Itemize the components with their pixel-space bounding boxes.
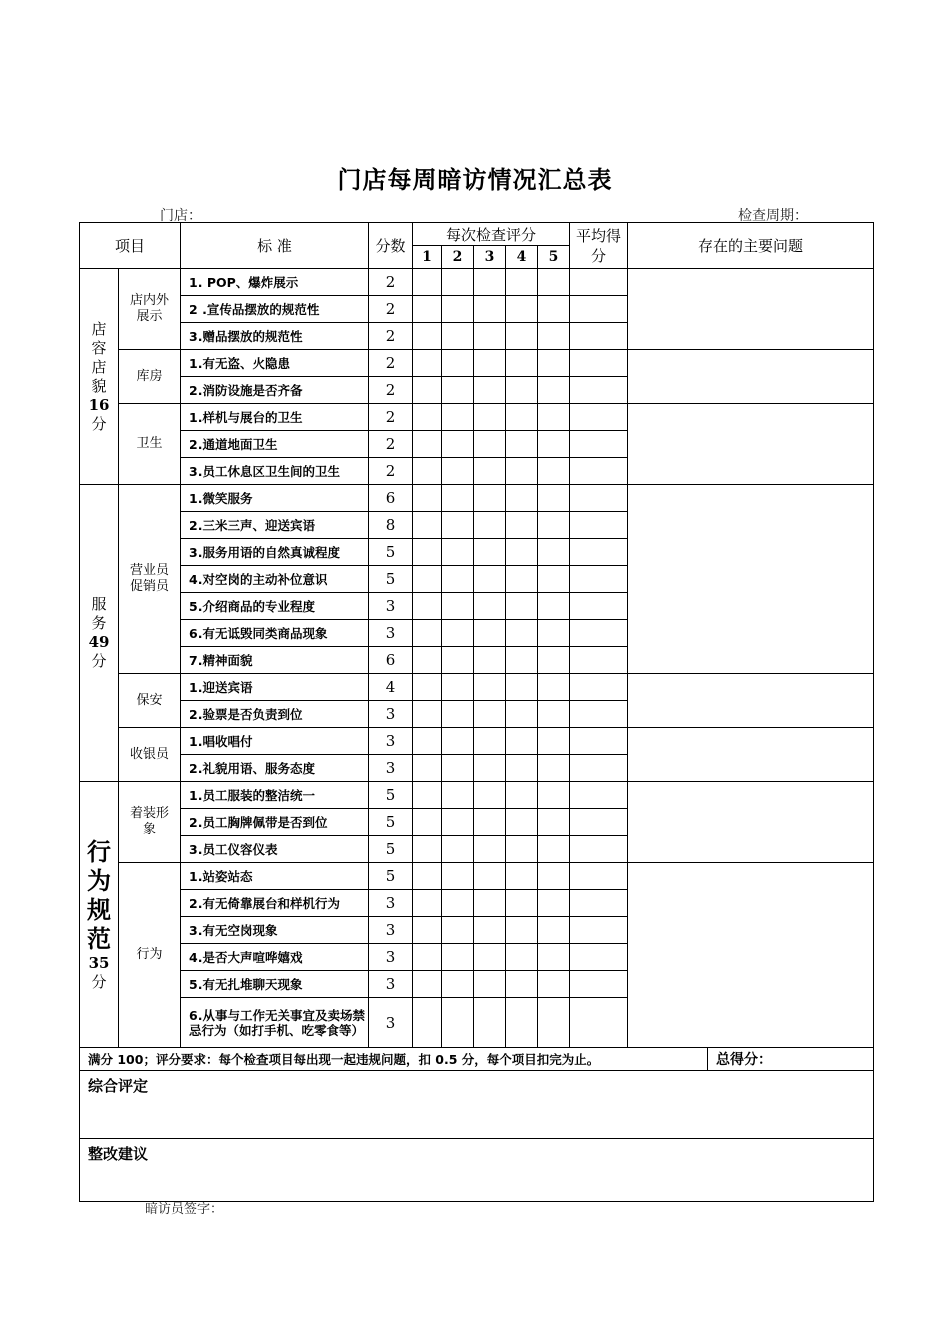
issues-cell[interactable] (628, 485, 874, 674)
average-score-cell[interactable] (570, 944, 628, 971)
page-title: 门店每周暗访情况汇总表 (337, 166, 613, 194)
standard-points: 5 (369, 836, 413, 863)
score-cell[interactable] (506, 836, 538, 863)
score-cell[interactable] (474, 485, 506, 512)
category-char: 店 (91, 319, 107, 338)
standard-points: 3 (369, 890, 413, 917)
category-char: 务 (91, 614, 107, 632)
standard-row (80, 350, 874, 377)
score-cell[interactable] (442, 431, 474, 458)
inspection-table (79, 222, 874, 1202)
average-score-cell[interactable] (570, 539, 628, 566)
header-standard: 标 准 (181, 223, 369, 269)
score-cell[interactable] (474, 431, 506, 458)
score-cell[interactable] (413, 404, 442, 431)
score-cell[interactable] (474, 890, 506, 917)
header-issues: 存在的主要问题 (628, 223, 874, 269)
score-cell[interactable] (413, 377, 442, 404)
average-score-cell[interactable] (570, 701, 628, 728)
standard-points: 5 (369, 782, 413, 809)
score-cell[interactable] (538, 836, 570, 863)
category-char: 服 (91, 595, 107, 613)
subsection-s3: 卫生 (119, 404, 181, 485)
score-cell[interactable] (442, 701, 474, 728)
issues-cell[interactable] (628, 404, 874, 485)
score-cell[interactable] (538, 998, 570, 1048)
standard-points: 3 (369, 917, 413, 944)
issues-cell[interactable] (628, 269, 874, 350)
average-score-cell[interactable] (570, 404, 628, 431)
header-item: 项目 (80, 223, 181, 269)
score-cell[interactable] (413, 512, 442, 539)
score-cell[interactable] (538, 755, 570, 782)
score-cell[interactable] (506, 485, 538, 512)
score-cell[interactable] (474, 782, 506, 809)
category-unit: 分 (91, 972, 107, 991)
score-cell[interactable] (538, 647, 570, 674)
score-cell[interactable] (506, 755, 538, 782)
score-cell[interactable] (413, 917, 442, 944)
standard-points: 6 (369, 647, 413, 674)
score-cell[interactable] (474, 998, 506, 1048)
standard-points: 4 (369, 674, 413, 701)
standard-text: 2.员工胸牌佩带是否到位 (181, 809, 369, 836)
standard-row (80, 269, 874, 296)
average-score-cell[interactable] (570, 350, 628, 377)
score-cell[interactable] (538, 269, 570, 296)
score-cell[interactable] (538, 485, 570, 512)
category-unit: 分 (91, 652, 107, 670)
check-number: 3 (474, 246, 506, 269)
average-score-cell[interactable] (570, 809, 628, 836)
score-cell[interactable] (538, 350, 570, 377)
score-cell[interactable] (474, 566, 506, 593)
score-cell[interactable] (538, 458, 570, 485)
standard-text: 4.是否大声喧哗嬉戏 (181, 944, 369, 971)
score-cell[interactable] (506, 674, 538, 701)
standard-text: 1.有无盗、火隐患 (181, 350, 369, 377)
score-cell[interactable] (538, 620, 570, 647)
score-cell[interactable] (413, 593, 442, 620)
score-cell[interactable] (538, 782, 570, 809)
score-cell[interactable] (474, 809, 506, 836)
standard-points: 3 (369, 620, 413, 647)
score-cell[interactable] (538, 566, 570, 593)
score-cell[interactable] (442, 593, 474, 620)
average-score-cell[interactable] (570, 431, 628, 458)
score-cell[interactable] (506, 782, 538, 809)
score-cell[interactable] (413, 485, 442, 512)
score-cell[interactable] (506, 917, 538, 944)
average-score-cell[interactable] (570, 593, 628, 620)
score-cell[interactable] (442, 296, 474, 323)
average-score-cell[interactable] (570, 728, 628, 755)
score-cell[interactable] (506, 296, 538, 323)
standard-text: 1.站姿站态 (181, 863, 369, 890)
score-cell[interactable] (538, 917, 570, 944)
score-cell[interactable] (413, 269, 442, 296)
standard-points: 5 (369, 566, 413, 593)
standard-row (80, 782, 874, 809)
score-cell[interactable] (413, 647, 442, 674)
category-points: 49 (88, 633, 110, 651)
score-cell[interactable] (506, 458, 538, 485)
standard-text: 3.赠品摆放的规范性 (181, 323, 369, 350)
category-char: 规 (87, 895, 111, 924)
average-score-cell[interactable] (570, 512, 628, 539)
score-cell[interactable] (506, 431, 538, 458)
score-cell[interactable] (442, 377, 474, 404)
score-cell[interactable] (506, 593, 538, 620)
score-cell[interactable] (442, 404, 474, 431)
category-char: 行 (87, 837, 111, 866)
standard-text: 1.迎送宾语 (181, 674, 369, 701)
score-cell[interactable] (506, 809, 538, 836)
score-cell[interactable] (442, 863, 474, 890)
score-cell[interactable] (474, 296, 506, 323)
score-cell[interactable] (538, 512, 570, 539)
standard-points: 3 (369, 998, 413, 1048)
score-cell[interactable] (413, 539, 442, 566)
standard-row (80, 485, 874, 512)
score-cell[interactable] (442, 890, 474, 917)
average-score-cell[interactable] (570, 755, 628, 782)
average-score-cell[interactable] (570, 620, 628, 647)
score-cell[interactable] (413, 782, 442, 809)
standard-row (80, 404, 874, 431)
issues-cell[interactable] (628, 674, 874, 728)
score-cell[interactable] (538, 809, 570, 836)
score-cell[interactable] (474, 512, 506, 539)
score-cell[interactable] (442, 539, 474, 566)
score-cell[interactable] (413, 836, 442, 863)
check-number: 5 (538, 246, 570, 269)
score-cell[interactable] (474, 728, 506, 755)
standard-points: 3 (369, 593, 413, 620)
score-cell[interactable] (474, 350, 506, 377)
standard-points: 2 (369, 296, 413, 323)
subsection-s5: 保安 (119, 674, 181, 728)
category-char: 为 (87, 866, 111, 895)
score-cell[interactable] (538, 539, 570, 566)
score-cell[interactable] (442, 674, 474, 701)
store-label: 门店： (160, 208, 202, 224)
score-cell[interactable] (538, 944, 570, 971)
score-cell[interactable] (442, 728, 474, 755)
score-cell[interactable] (538, 971, 570, 998)
standard-points: 3 (369, 944, 413, 971)
score-cell[interactable] (442, 566, 474, 593)
score-cell[interactable] (474, 836, 506, 863)
score-cell[interactable] (413, 674, 442, 701)
score-cell[interactable] (538, 431, 570, 458)
standard-text: 2.验票是否负责到位 (181, 701, 369, 728)
standard-points: 6 (369, 485, 413, 512)
score-cell[interactable] (474, 971, 506, 998)
score-cell[interactable] (538, 593, 570, 620)
score-cell[interactable] (442, 944, 474, 971)
score-cell[interactable] (506, 971, 538, 998)
score-cell[interactable] (442, 998, 474, 1048)
subsection-s7: 着装形象 (119, 782, 181, 863)
standard-text: 5.介绍商品的专业程度 (181, 593, 369, 620)
score-cell[interactable] (413, 458, 442, 485)
standard-points: 2 (369, 377, 413, 404)
standard-text: 3.员工仪容仪表 (181, 836, 369, 863)
average-score-cell[interactable] (570, 269, 628, 296)
score-cell[interactable] (413, 566, 442, 593)
score-cell[interactable] (538, 674, 570, 701)
score-cell[interactable] (413, 971, 442, 998)
score-cell[interactable] (474, 458, 506, 485)
standard-text: 2.三米三声、迎送宾语 (181, 512, 369, 539)
subsection-s1: 店内外展示 (119, 269, 181, 350)
header-weekly-score: 每次检查评分 (413, 223, 570, 246)
subsection-s8: 行为 (119, 863, 181, 1048)
standard-text: 6.从事与工作无关事宜及卖场禁忌行为（如打手机、吃零食等） (181, 998, 369, 1048)
average-score-cell[interactable] (570, 863, 628, 890)
standard-points: 5 (369, 809, 413, 836)
standard-points: 3 (369, 755, 413, 782)
average-score-cell[interactable] (570, 296, 628, 323)
score-cell[interactable] (413, 755, 442, 782)
standard-points: 3 (369, 971, 413, 998)
scoring-rule: 满分 100；评分要求：每个检查项目每出现一起违规问题，扣 0.5 分，每个项目扣完为止。 (80, 1048, 708, 1071)
score-cell[interactable] (474, 539, 506, 566)
standard-text: 1.员工服装的整洁统一 (181, 782, 369, 809)
score-cell[interactable] (474, 269, 506, 296)
subsection-s4: 营业员促销员 (119, 485, 181, 674)
score-cell[interactable] (538, 890, 570, 917)
standard-text: 3.有无空岗现象 (181, 917, 369, 944)
score-cell[interactable] (506, 890, 538, 917)
score-cell[interactable] (413, 701, 442, 728)
average-score-cell[interactable] (570, 998, 628, 1048)
score-cell[interactable] (474, 377, 506, 404)
score-cell[interactable] (506, 269, 538, 296)
score-cell[interactable] (506, 377, 538, 404)
score-cell[interactable] (474, 701, 506, 728)
overall-evaluation: 综合评定 (80, 1071, 874, 1139)
score-cell[interactable] (474, 674, 506, 701)
standard-text: 1. POP、爆炸展示 (181, 269, 369, 296)
standard-row (80, 728, 874, 755)
score-cell[interactable] (413, 728, 442, 755)
standard-points: 3 (369, 701, 413, 728)
score-cell[interactable] (506, 512, 538, 539)
score-cell[interactable] (506, 647, 538, 674)
score-cell[interactable] (413, 431, 442, 458)
standard-points: 2 (369, 350, 413, 377)
score-cell[interactable] (413, 998, 442, 1048)
score-cell[interactable] (413, 863, 442, 890)
standard-points: 2 (369, 431, 413, 458)
score-cell[interactable] (442, 971, 474, 998)
score-cell[interactable] (506, 566, 538, 593)
subsection-s6: 收银员 (119, 728, 181, 782)
category-char: 貌 (91, 376, 107, 395)
score-cell[interactable] (442, 782, 474, 809)
category-c3 (80, 782, 119, 1048)
check-number: 4 (506, 246, 538, 269)
standard-text: 1.唱收唱付 (181, 728, 369, 755)
average-score-cell[interactable] (570, 917, 628, 944)
standard-text: 3.员工休息区卫生间的卫生 (181, 458, 369, 485)
average-score-cell[interactable] (570, 323, 628, 350)
header-average: 平均得分 (570, 223, 628, 269)
score-cell[interactable] (506, 404, 538, 431)
score-cell[interactable] (442, 836, 474, 863)
average-score-cell[interactable] (570, 836, 628, 863)
standard-text: 7.精神面貌 (181, 647, 369, 674)
score-cell[interactable] (442, 350, 474, 377)
score-cell[interactable] (506, 323, 538, 350)
issues-cell[interactable] (628, 782, 874, 863)
standard-text: 3.服务用语的自然真诚程度 (181, 539, 369, 566)
score-cell[interactable] (506, 728, 538, 755)
standard-points: 2 (369, 404, 413, 431)
category-char: 容 (91, 338, 107, 357)
average-score-cell[interactable] (570, 377, 628, 404)
score-cell[interactable] (506, 944, 538, 971)
score-cell[interactable] (413, 809, 442, 836)
standard-text: 2.消防设施是否齐备 (181, 377, 369, 404)
category-points: 35 (88, 953, 110, 972)
issues-cell[interactable] (628, 863, 874, 1048)
inspector-signature-label: 暗访员签字： (145, 1202, 224, 1217)
score-cell[interactable] (474, 944, 506, 971)
standard-points: 2 (369, 458, 413, 485)
average-score-cell[interactable] (570, 674, 628, 701)
standard-text: 5.有无扎堆聊天现象 (181, 971, 369, 998)
average-score-cell[interactable] (570, 890, 628, 917)
score-cell[interactable] (413, 323, 442, 350)
issues-cell[interactable] (628, 350, 874, 404)
score-cell[interactable] (442, 917, 474, 944)
score-cell[interactable] (506, 701, 538, 728)
average-score-cell[interactable] (570, 458, 628, 485)
subsection-s2: 库房 (119, 350, 181, 404)
score-cell[interactable] (413, 944, 442, 971)
score-cell[interactable] (442, 647, 474, 674)
score-cell[interactable] (413, 350, 442, 377)
score-cell[interactable] (442, 323, 474, 350)
score-cell[interactable] (506, 863, 538, 890)
category-char: 范 (87, 924, 111, 953)
category-c2 (80, 485, 119, 782)
standard-text: 2 .宣传品摆放的规范性 (181, 296, 369, 323)
score-cell[interactable] (474, 863, 506, 890)
standard-text: 2.有无倚靠展台和样机行为 (181, 890, 369, 917)
score-cell[interactable] (474, 647, 506, 674)
check-number: 2 (442, 246, 474, 269)
issues-cell[interactable] (628, 728, 874, 782)
category-unit: 分 (91, 414, 107, 433)
score-cell[interactable] (506, 350, 538, 377)
standard-text: 6.有无诋毁同类商品现象 (181, 620, 369, 647)
category-char: 店 (91, 357, 107, 376)
score-cell[interactable] (474, 323, 506, 350)
score-cell[interactable] (538, 296, 570, 323)
standard-points: 3 (369, 728, 413, 755)
standard-points: 2 (369, 323, 413, 350)
score-cell[interactable] (474, 404, 506, 431)
score-cell[interactable] (442, 755, 474, 782)
score-cell[interactable] (474, 755, 506, 782)
average-score-cell[interactable] (570, 971, 628, 998)
period-label: 检查周期： (738, 208, 808, 224)
total-score-label: 总得分： (708, 1048, 874, 1071)
average-score-cell[interactable] (570, 566, 628, 593)
category-c1 (80, 269, 119, 485)
score-cell[interactable] (442, 620, 474, 647)
score-cell[interactable] (474, 917, 506, 944)
score-cell[interactable] (442, 809, 474, 836)
score-cell[interactable] (413, 890, 442, 917)
standard-points: 8 (369, 512, 413, 539)
score-cell[interactable] (506, 998, 538, 1048)
score-cell[interactable] (413, 620, 442, 647)
average-score-cell[interactable] (570, 782, 628, 809)
standard-text: 2.通道地面卫生 (181, 431, 369, 458)
score-cell[interactable] (474, 620, 506, 647)
category-points: 16 (88, 395, 110, 414)
check-number: 1 (413, 246, 442, 269)
score-cell[interactable] (506, 620, 538, 647)
standard-points: 5 (369, 539, 413, 566)
improvement-suggestions: 整改建议 (80, 1139, 874, 1202)
standard-text: 1.样机与展台的卫生 (181, 404, 369, 431)
standard-text: 2.礼貌用语、服务态度 (181, 755, 369, 782)
standard-text: 4.对空岗的主动补位意识 (181, 566, 369, 593)
standard-row (80, 674, 874, 701)
score-cell[interactable] (538, 863, 570, 890)
score-cell[interactable] (442, 458, 474, 485)
header-points: 分数 (369, 223, 413, 269)
score-cell[interactable] (442, 269, 474, 296)
score-cell[interactable] (506, 539, 538, 566)
score-cell[interactable] (538, 404, 570, 431)
score-cell[interactable] (442, 485, 474, 512)
standard-row (80, 863, 874, 890)
standard-points: 2 (369, 269, 413, 296)
score-cell[interactable] (442, 512, 474, 539)
average-score-cell[interactable] (570, 485, 628, 512)
score-cell[interactable] (538, 728, 570, 755)
score-cell[interactable] (474, 593, 506, 620)
score-cell[interactable] (538, 377, 570, 404)
standard-points: 5 (369, 863, 413, 890)
score-cell[interactable] (538, 701, 570, 728)
standard-text: 1.微笑服务 (181, 485, 369, 512)
score-cell[interactable] (538, 323, 570, 350)
score-cell[interactable] (413, 296, 442, 323)
average-score-cell[interactable] (570, 647, 628, 674)
